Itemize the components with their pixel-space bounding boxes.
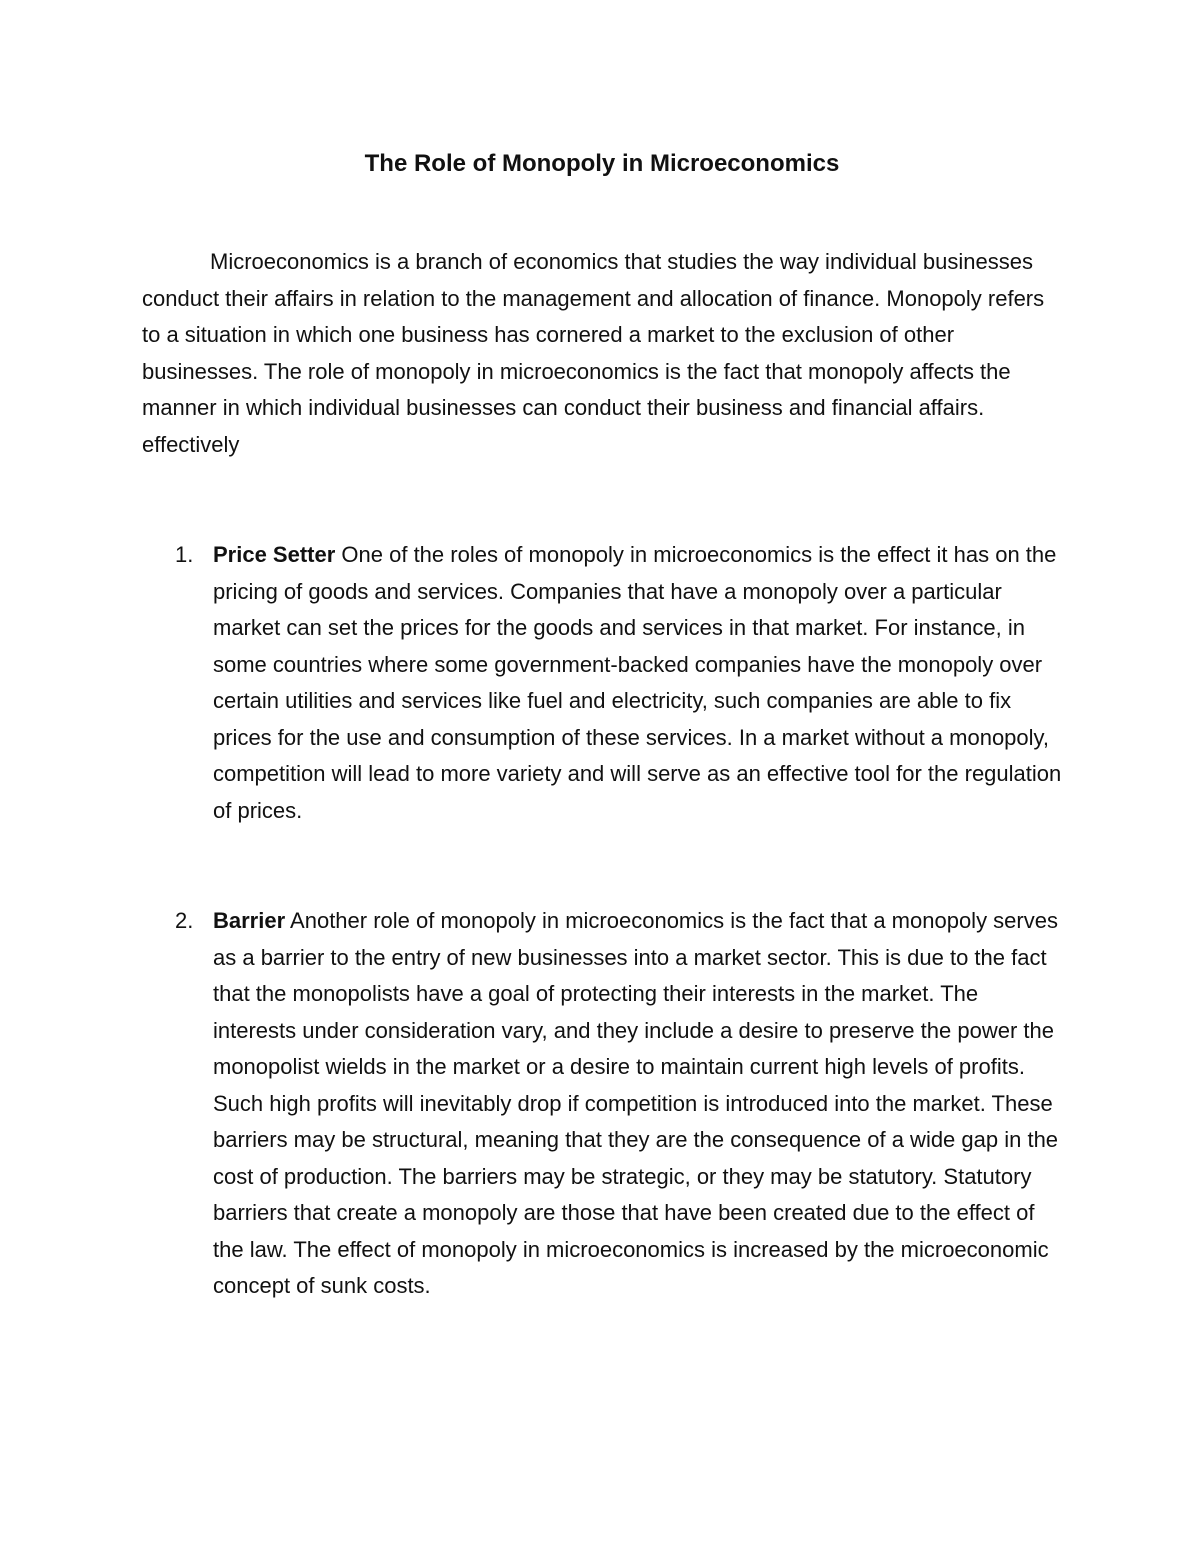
document-body — [142, 140, 1062, 1379]
list-item-barrier — [142, 903, 1062, 1305]
list-item-term: Price Setter — [213, 542, 336, 567]
list-item-text: One of the roles of monopoly in microeconomics is the effect it has on the pricing of goods and services. Companies that have a monopoly over a particular market can set the prices for the goods and services in that market. For instance, in some countries where some government-backed companies have the monopoly over certain utilities and services like fuel and electricity, such companies are able to fix prices for the use and consumption of these services. In a market without a monopoly, competition will lead to more variety and will serve as an effective tool for the regulation of prices. — [213, 542, 1062, 823]
list-item-number: 2. — [175, 908, 194, 933]
list-item-number: 1. — [175, 542, 194, 567]
page-title: The Role of Monopoly in Microeconomics — [364, 150, 840, 177]
list-item-price-setter — [142, 537, 1062, 829]
list-item-text: Another role of monopoly in microeconomics is the fact that a monopoly serves as a barrier to the entry of new businesses into a market sector. This is due to the fact that the monopolists have a goal of protecting their interests in the market. The interests under consideration vary, and they include a desire to preserve the power the monopolist wields in the market or a desire to maintain current high levels of profits. Such high profits will inevitably drop if competition is introduced into the market. These barriers may be structural, meaning that they are the consequence of a wide gap in the cost of production. The barriers may be strategic, or they may be statutory. Statutory barriers that create a monopoly are those that have been created due to the effect of the law. The effect of monopoly in microeconomics is increased by the microeconomic concept of sunk costs. — [213, 908, 1059, 1298]
intro-paragraph: Microeconomics is a branch of economics that studies the way individual businesses conduct their affairs in relation to the management and allocation of finance. Monopoly refers to a situation in which one business has cornered a market to the exclusion of other businesses. The role of monopoly in microeconomics is the fact that monopoly affects the manner in which individual businesses can conduct their business and financial affairs. effectively — [142, 249, 1045, 457]
numbered-list — [142, 537, 1062, 1305]
list-item-term: Barrier — [213, 908, 286, 933]
